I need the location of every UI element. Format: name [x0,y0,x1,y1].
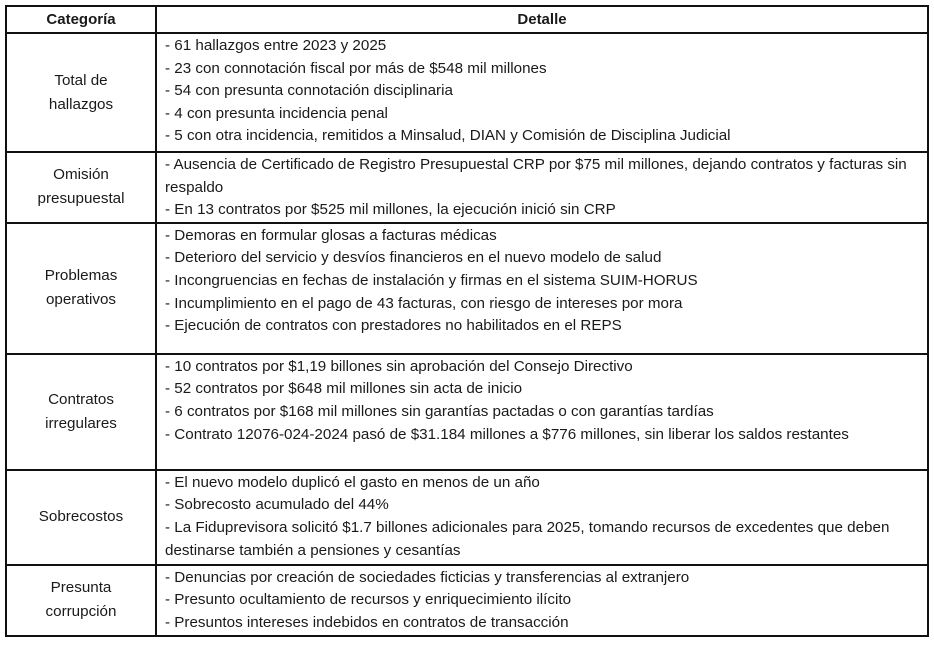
table-row-total-hallazgos [6,33,928,152]
detail-item: - Incumplimiento en el pago de 43 facturas, con riesgo de intereses por mora [165,294,683,312]
category-label-line: corrupción [45,603,117,621]
detail-item: - 4 con presunta incidencia penal [165,104,388,122]
detail-item: - En 13 contratos por $525 mil millones, la ejecución inició sin CRP [165,201,616,219]
detail-item: - 6 contratos por $168 mil millones sin garantías pactadas o con garantías tardías [165,402,714,420]
category-cell [6,354,156,470]
category-label-line: Omisión [53,166,109,184]
detail-item: - Contrato 12076-024-2024 pasó de $31.184 millones a $776 millones, sin liberar los saldos restantes [165,425,849,443]
column-header-category: Categoría [6,6,156,33]
category-cell [6,223,156,354]
category-cell [6,33,156,152]
detail-item: - Demoras en formular glosas a facturas médicas [165,226,497,244]
detail-item: - Deterioro del servicio y desvíos financieros en el nuevo modelo de salud [165,249,662,267]
detail-item: - Sobrecosto acumulado del 44% [165,496,389,514]
table-row-sobrecostos [6,470,928,565]
detail-cell [156,470,928,565]
category-cell [6,152,156,223]
category-label-line: operativos [45,291,117,309]
detail-item: - 23 con connotación fiscal por más de $548 mil millones [165,59,547,77]
table-row-problemas-operativos [6,223,928,354]
table-row-presunta-corrupcion [6,565,928,636]
detail-item: - El nuevo modelo duplicó el gasto en menos de un año [165,473,540,491]
detail-item: - La Fiduprevisora solicitó $1.7 billones adicionales para 2025, tomando recursos de excedentes que deben destinarse también a pensiones y cesantías [165,518,890,559]
detail-cell [156,354,928,470]
category-label-line: irregulares [45,414,117,432]
detail-item: - Ejecución de contratos con prestadores no habilitados en el REPS [165,317,622,335]
detail-item: - Denuncias por creación de sociedades ficticias y transferencias al extranjero [165,568,690,586]
detail-item: - Incongruencias en fechas de instalación y firmas en el sistema SUIM-HORUS [165,271,698,289]
detail-cell [156,33,928,152]
detail-cell [156,565,928,636]
category-label-line: Problemas [44,267,118,285]
detail-cell [156,152,928,223]
detail-item: - 54 con presunta connotación disciplinaria [165,82,453,100]
detail-item: - Presuntos intereses indebidos en contratos de transacción [165,613,569,631]
table-row-omision-presupuestal [6,152,928,223]
detail-item: - Presunto ocultamiento de recursos y enriquecimiento ilícito [165,591,572,609]
category-label-line: Total de [54,71,108,89]
category-label-line: hallazgos [48,95,114,113]
category-label-line: Sobrecostos [38,508,124,526]
category-label-line: presupuestal [37,190,125,208]
detail-item: - 52 contratos por $648 mil millones sin acta de inicio [165,380,523,398]
table-row-contratos-irregulares [6,354,928,470]
category-cell [6,470,156,565]
category-label-line: Contratos [48,390,114,408]
findings-table [5,5,929,637]
detail-item: - 5 con otra incidencia, remitidos a Minsalud, DIAN y Comisión de Disciplina Judicial [165,127,731,145]
category-cell [6,565,156,636]
column-header-detail: Detalle [156,6,928,33]
detail-item: - 10 contratos por $1,19 billones sin aprobación del Consejo Directivo [165,357,633,375]
detail-item: - Ausencia de Certificado de Registro Presupuestal CRP por $75 mil millones, dejando contratos y facturas sin respaldo [165,156,907,196]
category-label-line: Presunta [50,579,112,597]
detail-item: - 61 hallazgos entre 2023 y 2025 [165,37,387,54]
detail-cell [156,223,928,354]
header-row [6,6,928,33]
